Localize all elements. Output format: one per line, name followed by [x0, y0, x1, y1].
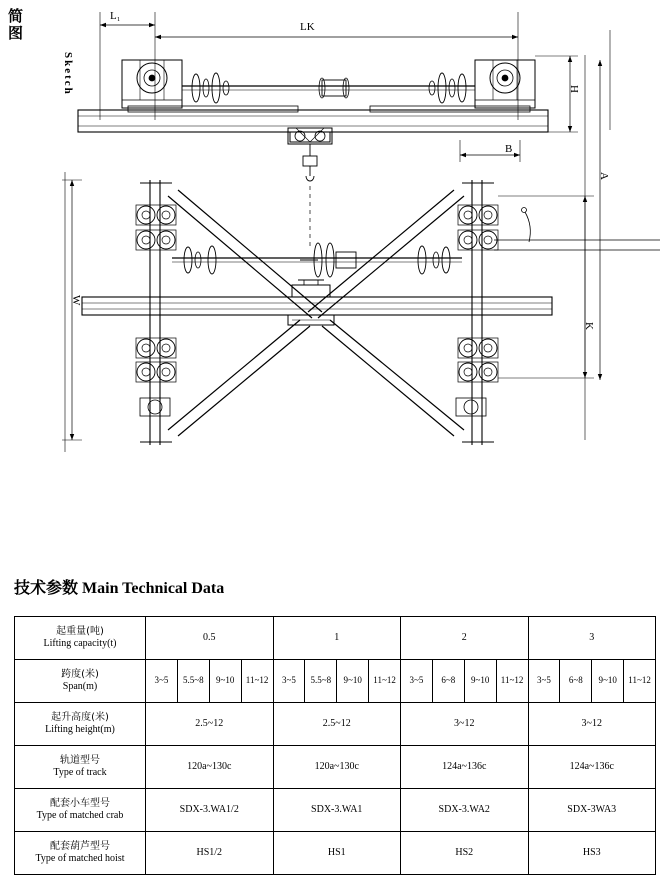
dim-label-k: K — [583, 322, 595, 330]
cell-span-7: 11~12 — [369, 660, 401, 703]
cell-span-9: 6~8 — [432, 660, 464, 703]
cell-span-3: 11~12 — [241, 660, 273, 703]
cell-span-6: 9~10 — [337, 660, 369, 703]
cell-crab-1: SDX-3.WA1 — [273, 789, 401, 832]
cell-capacity-1: 1 — [273, 617, 401, 660]
table-row-crab — [15, 789, 656, 832]
row-label-track-cn: 轨道型号 — [60, 754, 100, 766]
cell-span-5: 5.5~8 — [305, 660, 337, 703]
cell-span-14: 9~10 — [592, 660, 624, 703]
row-label-span-cn: 跨度(米) — [61, 668, 99, 680]
row-label-track-en: Type of track — [53, 767, 107, 778]
cell-capacity-2: 2 — [401, 617, 529, 660]
cell-span-11: 11~12 — [496, 660, 528, 703]
cell-span-2: 9~10 — [209, 660, 241, 703]
cell-hoist-0: HS1/2 — [146, 832, 274, 875]
cell-crab-2: SDX-3.WA2 — [401, 789, 529, 832]
dim-label-w: W — [70, 295, 82, 306]
cell-capacity-0: 0.5 — [146, 617, 274, 660]
technical-data-table — [14, 616, 656, 875]
cell-crab-0: SDX-3.WA1/2 — [146, 789, 274, 832]
row-label-span-en: Span(m) — [62, 681, 98, 692]
dim-label-h: H — [568, 85, 580, 93]
cell-span-1: 5.5~8 — [177, 660, 209, 703]
row-label-crab-en: Type of matched crab — [36, 810, 124, 821]
cell-crab-3: SDX-3WA3 — [528, 789, 656, 832]
cell-span-4: 3~5 — [273, 660, 305, 703]
cell-height-1: 2.5~12 — [273, 703, 401, 746]
cell-track-0: 120a~130c — [146, 746, 274, 789]
cell-track-3: 124a~136c — [528, 746, 656, 789]
cell-height-2: 3~12 — [401, 703, 529, 746]
cell-span-10: 9~10 — [464, 660, 496, 703]
cell-span-15: 11~12 — [624, 660, 656, 703]
table-title — [14, 575, 224, 598]
table-row-lifting-height — [15, 703, 656, 746]
row-label-hoist — [15, 832, 146, 875]
row-label-hoist-cn: 配套葫芦型号 — [50, 840, 110, 852]
table-row-capacity — [15, 617, 656, 660]
sketch-title-cn: 简图 — [8, 7, 24, 43]
row-label-track — [15, 746, 146, 789]
cell-track-2: 124a~136c — [401, 746, 529, 789]
dim-label-l1: L₁ — [110, 10, 121, 22]
row-label-capacity — [15, 617, 146, 660]
row-label-lifting-height — [15, 703, 146, 746]
cell-height-3: 3~12 — [528, 703, 656, 746]
row-label-capacity-en: Lifting capacity(t) — [43, 638, 117, 649]
cell-hoist-1: HS1 — [273, 832, 401, 875]
cell-span-8: 3~5 — [401, 660, 433, 703]
dim-label-b: B — [505, 143, 513, 155]
table-row-track — [15, 746, 656, 789]
cell-hoist-3: HS3 — [528, 832, 656, 875]
cell-track-1: 120a~130c — [273, 746, 401, 789]
row-label-capacity-cn: 起重量(吨) — [56, 625, 104, 637]
dim-label-a: A — [598, 172, 610, 180]
table-title-cn: 技术参数 — [14, 578, 79, 597]
sketch-title-en: Sketch — [62, 52, 74, 96]
cell-capacity-3: 3 — [528, 617, 656, 660]
dim-label-lk: LK — [300, 21, 315, 33]
table-row-span — [15, 660, 656, 703]
row-label-crab-cn: 配套小车型号 — [50, 797, 110, 809]
row-label-lifting-height-cn: 起升高度(米) — [51, 711, 109, 723]
row-label-hoist-en: Type of matched hoist — [35, 853, 125, 864]
table-title-en: Main Technical Data — [82, 580, 225, 597]
cell-hoist-2: HS2 — [401, 832, 529, 875]
cell-span-12: 3~5 — [528, 660, 560, 703]
row-label-crab — [15, 789, 146, 832]
table-row-hoist — [15, 832, 656, 875]
row-label-span — [15, 660, 146, 703]
cell-span-13: 6~8 — [560, 660, 592, 703]
cell-height-0: 2.5~12 — [146, 703, 274, 746]
cell-span-0: 3~5 — [146, 660, 178, 703]
row-label-lifting-height-en: Lifting height(m) — [45, 724, 115, 735]
